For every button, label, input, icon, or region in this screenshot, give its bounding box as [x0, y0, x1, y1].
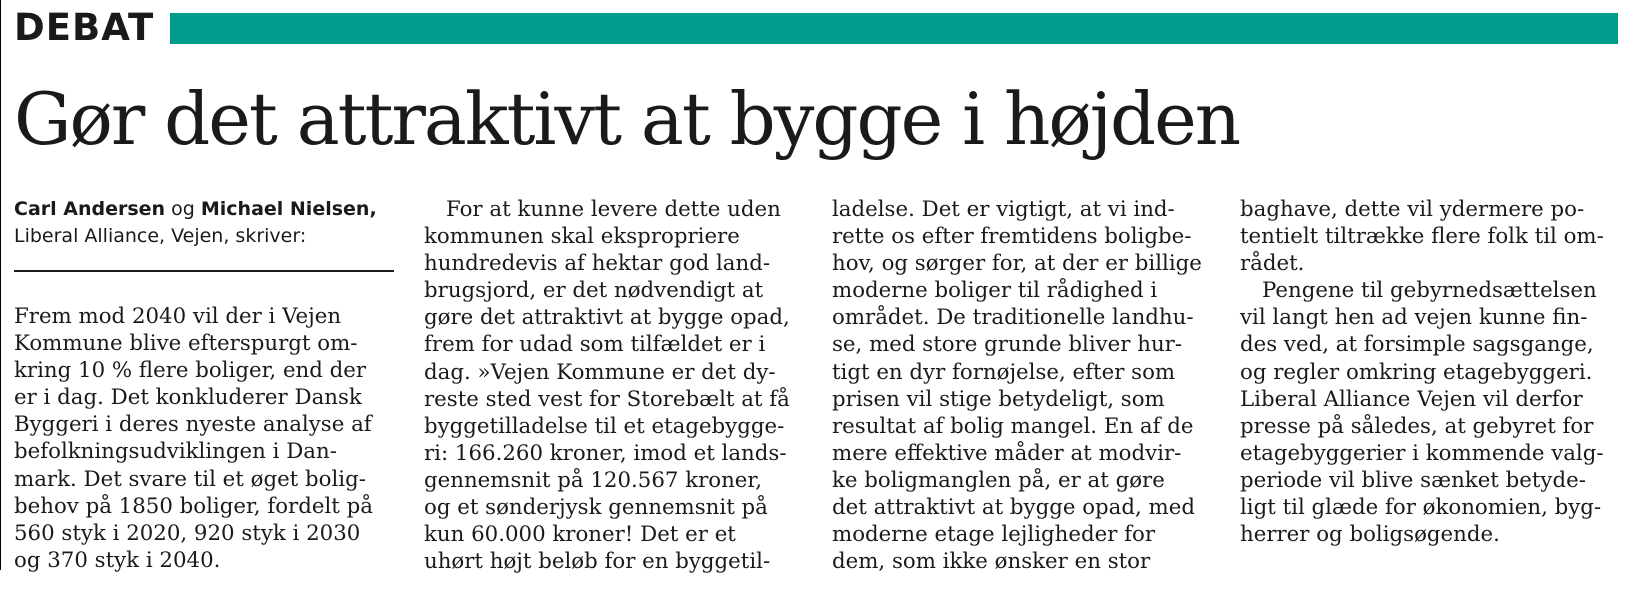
text-line: herrer og boligsøgende.: [1240, 522, 1500, 548]
text-line: behov på 1850 boliger, fordelt på: [14, 493, 373, 519]
section-header: [14, 6, 1623, 49]
text-line: ladelse. Det er vigtigt, at vi ind-: [832, 197, 1175, 222]
text-line: For at kunne levere dette uden: [446, 197, 781, 222]
text-line: mere effektive måder at modvir-: [832, 440, 1182, 466]
byline-affiliation: Liberal Alliance, Vejen, skriver:: [14, 225, 307, 247]
text-line: se, med store grunde bliver hur-: [832, 332, 1183, 358]
text-line: befolkningsudviklingen i Dan-: [14, 439, 337, 465]
author-2: Michael Nielsen: [200, 198, 370, 220]
author-1: Carl Andersen: [14, 198, 166, 220]
text-line: Kommune blive efterspurgt om-: [14, 331, 358, 357]
text-line: tigt en dyr fornøjelse, efter som: [832, 359, 1176, 385]
article-column-3: [832, 196, 1202, 575]
text-line: reste sted vest for Storebælt at få: [424, 386, 790, 412]
article-column-1: [14, 303, 373, 574]
text-line: og et sønderjysk gennemsnit på: [424, 495, 768, 521]
article-column-4: [1240, 196, 1604, 548]
text-line: dem, som ikke ønsker en stor: [832, 549, 1151, 575]
text-line: kring 10 % flere boliger, end der: [14, 358, 367, 384]
text-line: gennemsnit på 120.567 kroner,: [424, 467, 763, 493]
section-label: DEBAT: [14, 6, 155, 49]
text-line: brugsjord, er det nødvendigt at: [424, 278, 764, 304]
text-line: tentielt tiltrække flere folk til om-: [1240, 224, 1604, 250]
text-line: presse på således, at gebyret for: [1240, 413, 1594, 439]
text-line: rette os efter fremtidens boligbe-: [832, 224, 1192, 250]
text-line: kommunen skal ekspropriere: [424, 224, 740, 250]
text-line: moderne boliger til rådighed i: [832, 278, 1158, 304]
text-line: moderne etage lejligheder for: [832, 522, 1156, 548]
text-line: dag. »Vejen Kommune er det dy-: [424, 359, 776, 385]
text-line: Byggeri i deres nyeste analyse af: [14, 412, 372, 438]
text-line: ri: 166.260 kroner, imod et lands-: [424, 440, 787, 466]
article-headline: Gør det attraktivt at bygge i højden: [14, 77, 1240, 161]
text-line: det attraktivt at bygge opad, med: [832, 495, 1195, 521]
text-line: byggetilladelse til et etagebygge-: [424, 413, 785, 439]
text-line: baghave, dette vil ydermere po-: [1240, 197, 1585, 222]
text-line: og regler omkring etagebyggeri.: [1240, 359, 1593, 385]
text-line: 560 styk i 2020, 920 styk i 2030: [14, 520, 361, 546]
text-line: frem for udad som tilfældet er i: [424, 332, 766, 358]
text-line: kun 60.000 kroner! Det er et: [424, 522, 736, 548]
text-line: des ved, at forsimple sagsgange,: [1240, 332, 1594, 358]
text-line: Frem mod 2040 vil der i Vejen: [14, 304, 342, 329]
text-line: Pengene til gebyrnedsættelsen: [1262, 278, 1597, 304]
section-accent-bar: [170, 13, 1618, 44]
text-line: hundredevis af hektar god land-: [424, 251, 771, 277]
text-line: mark. Det svare til et øget bolig-: [14, 466, 366, 492]
article-column-2: [424, 196, 790, 575]
text-line: prisen vil stige betydeligt, som: [832, 386, 1165, 412]
text-line: vil langt hen ad vejen kunne fin-: [1240, 305, 1588, 331]
text-line: Liberal Alliance Vejen vil derfor: [1240, 386, 1583, 412]
text-line: er i dag. Det konkluderer Dansk: [14, 385, 362, 411]
text-line: ke boligmanglen på, er at gøre: [832, 467, 1165, 493]
text-line: uhørt højt beløb for en byggetil-: [424, 549, 771, 575]
text-line: hov, og sørger for, at der er billige: [832, 251, 1202, 277]
byline-conjunction: og: [171, 198, 195, 220]
text-line: rådet.: [1240, 251, 1305, 277]
page-edge-line: [0, 0, 1, 570]
text-line: etagebyggerier i kommende valg-: [1240, 440, 1604, 466]
byline-comma: ,: [369, 198, 377, 220]
text-line: og 370 styk i 2040.: [14, 547, 221, 573]
text-line: gøre det attraktivt at bygge opad,: [424, 305, 790, 331]
byline-divider: [14, 270, 394, 272]
text-line: området. De traditionelle landhu-: [832, 305, 1194, 331]
text-line: resultat af bolig mangel. En af de: [832, 413, 1194, 439]
byline: [14, 196, 394, 250]
text-line: ligt til glæde for økonomien, byg-: [1240, 495, 1602, 521]
text-line: periode vil blive sænket betyde-: [1240, 467, 1586, 493]
